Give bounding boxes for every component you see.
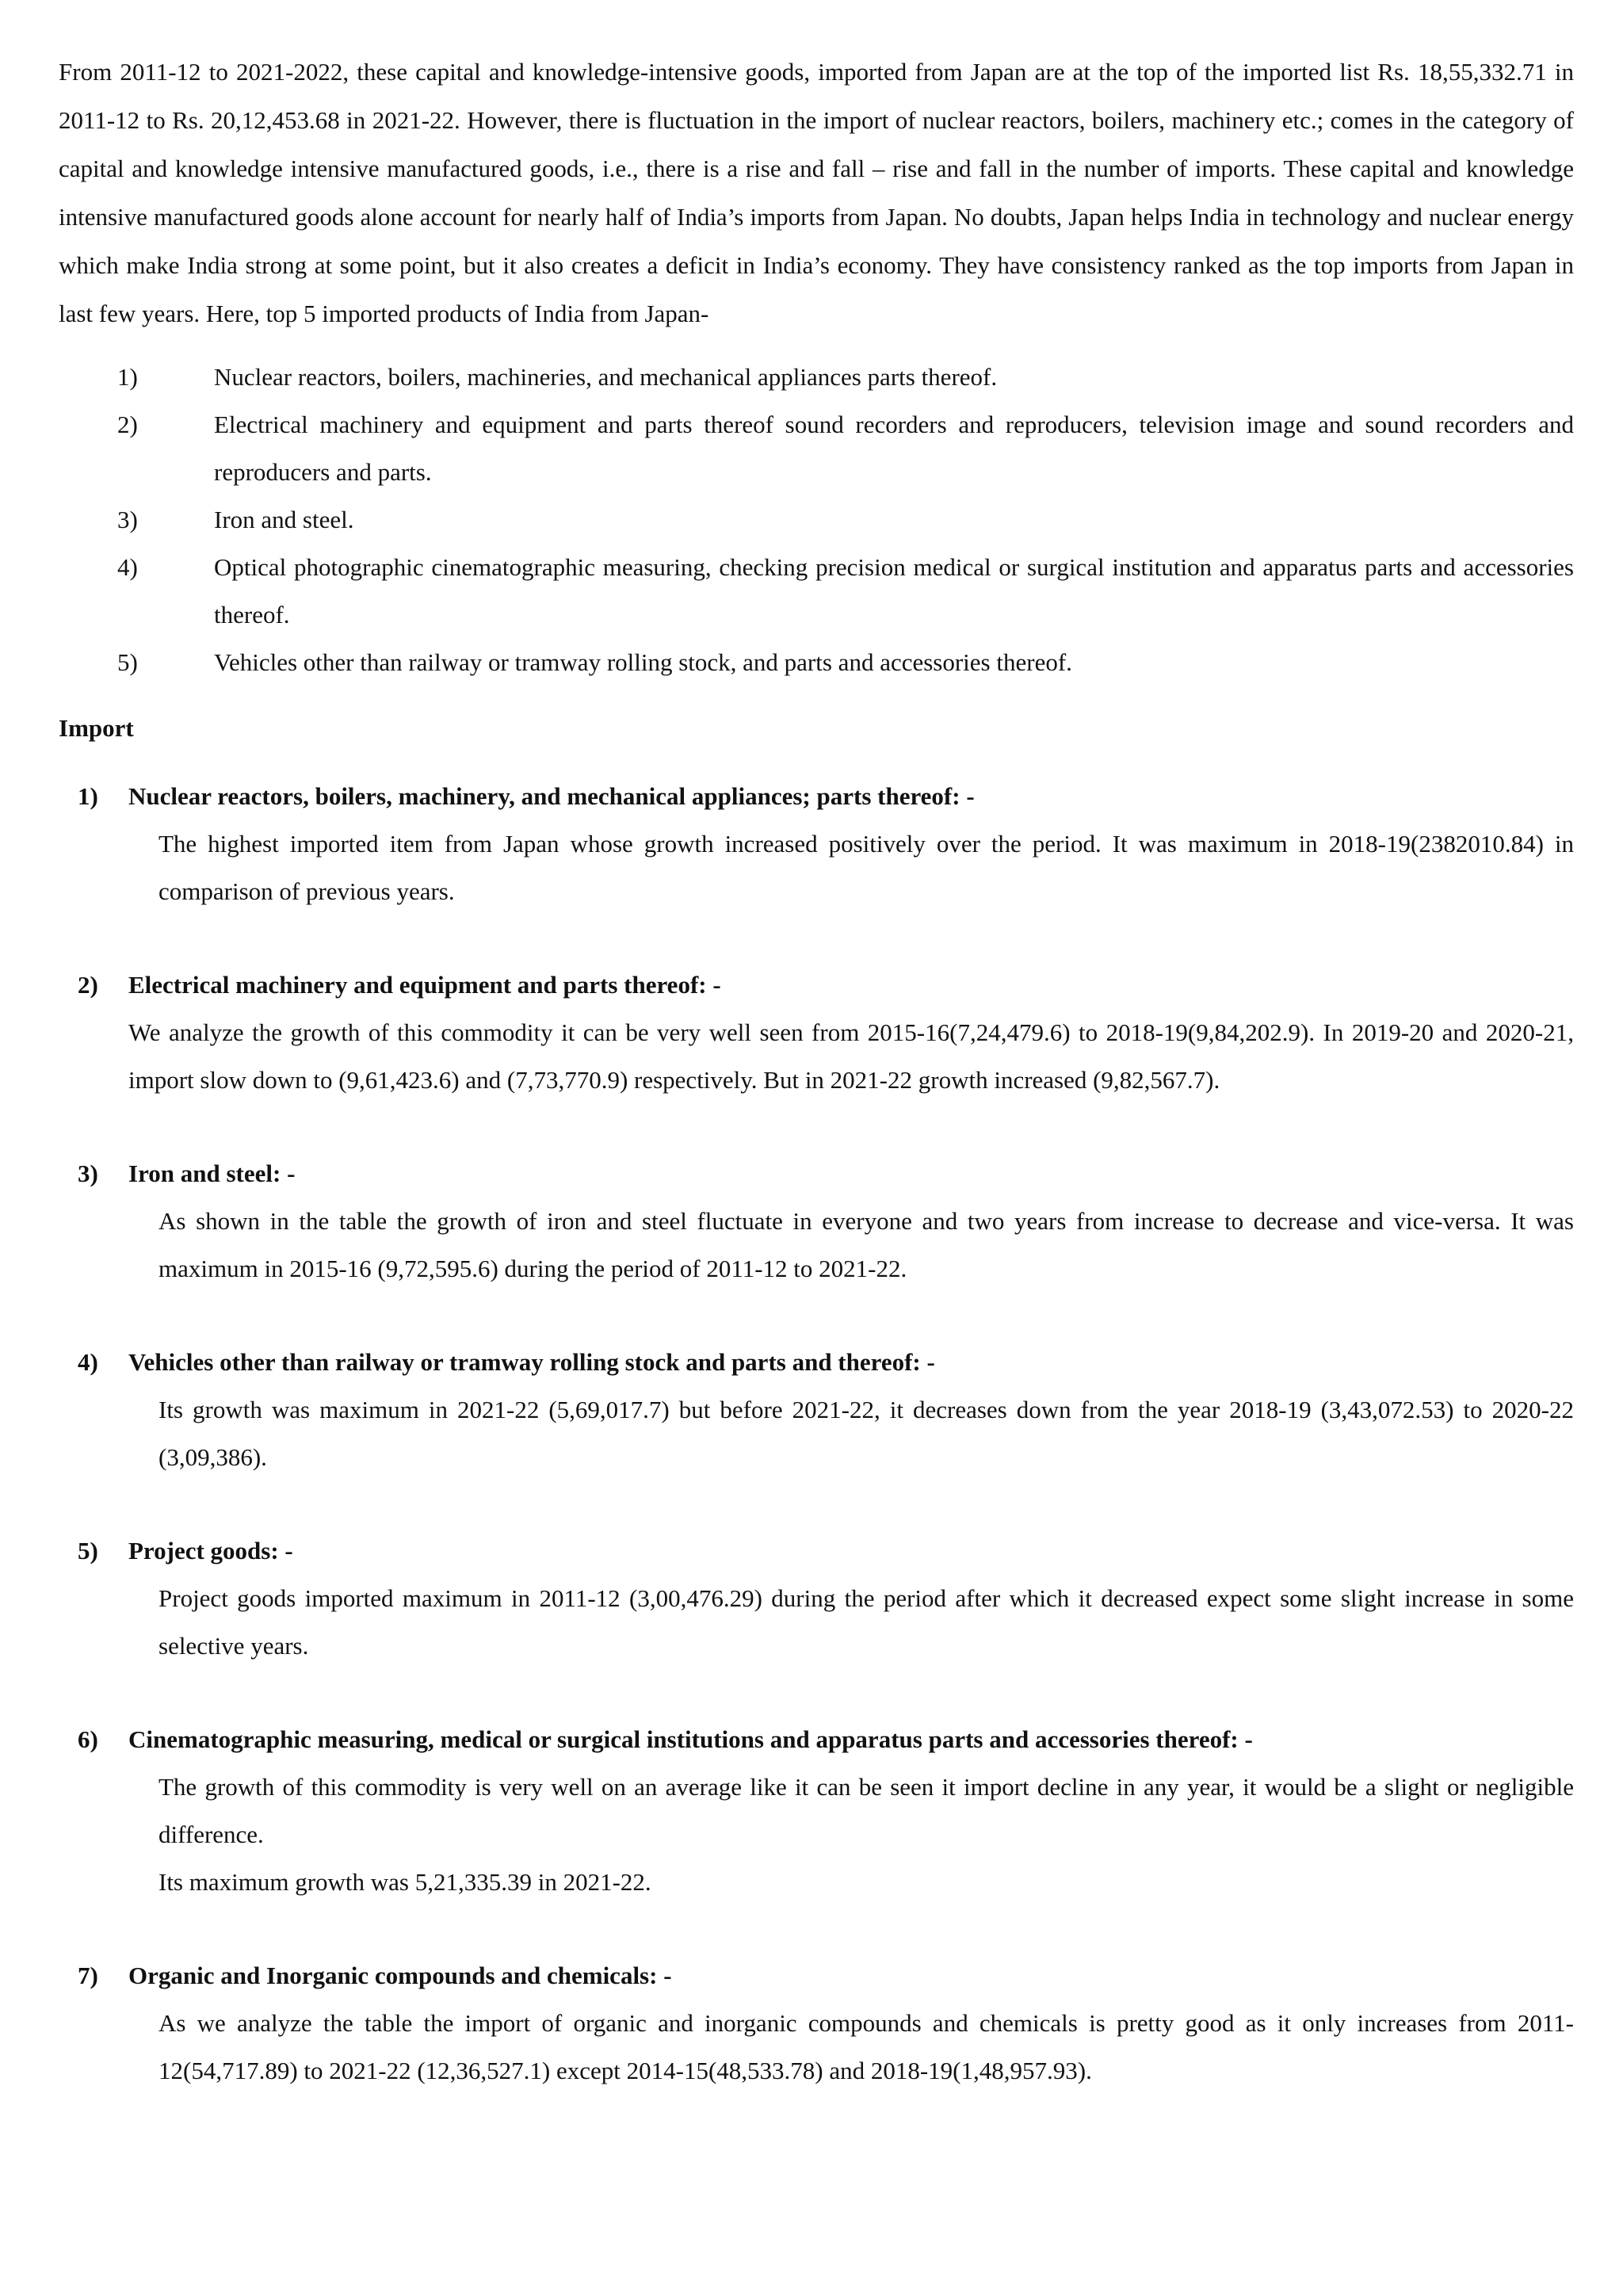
list-item: [59, 544, 1574, 639]
import-number: 6): [78, 1725, 98, 1753]
list-text: Nuclear reactors, boilers, machineries, and mechanical appliances parts thereof.: [214, 363, 998, 391]
import-number: 2): [78, 971, 98, 999]
import-heading: [59, 1339, 1574, 1386]
import-number: 7): [78, 1962, 98, 1989]
list-number: 2): [117, 411, 138, 438]
import-description-extra: Its maximum growth was 5,21,335.39 in 2021-22.: [158, 1868, 651, 1896]
import-description: The highest imported item from Japan whose growth increased positively over the period. It was maximum in 2018-19(2382010.84) in comparison of previous years.: [158, 830, 1574, 905]
list-text: Vehicles other than railway or tramway rolling stock, and parts and accessories thereof.: [214, 648, 1072, 676]
import-title: Organic and Inorganic compounds and chemicals: -: [128, 1962, 672, 1989]
list-number: 4): [117, 553, 138, 581]
section-heading-import: Import: [59, 714, 134, 742]
import-item: [59, 1339, 1574, 1481]
import-description: We analyze the growth of this commodity it can be very well seen from 2015-16(7,24,479.6) to 2018-19(9,84,202.9). In 2019-20 and 2020-21, import slow down to (9,61,423.6) and (7,73,770.9) respectively. But in 2021-22 growth increased (9,82,567.7).: [128, 1018, 1574, 1094]
import-heading: [59, 1952, 1574, 2000]
import-item: [59, 961, 1574, 1104]
list-item: [59, 353, 1574, 401]
import-item: [59, 1527, 1574, 1670]
document-page: [59, 48, 1574, 2141]
import-item: [59, 773, 1574, 915]
list-text: Iron and steel.: [214, 506, 354, 533]
list-text: Optical photographic cinematographic measuring, checking precision medical or surgical institution and apparatus parts and accessories thereof.: [214, 553, 1574, 628]
import-title: Iron and steel: -: [128, 1159, 296, 1187]
import-description: As we analyze the table the import of organic and inorganic compounds and chemicals is pretty good as it only increases from 2011-12(54,717.89) to 2021-22 (12,36,527.1) except 2014-15(48,533.78) and 2018-19(1,48,957.93).: [158, 2009, 1574, 2084]
import-heading: [59, 1527, 1574, 1575]
import-number: 3): [78, 1159, 98, 1187]
import-title: Project goods: -: [128, 1537, 293, 1564]
list-item: [59, 401, 1574, 496]
import-description: The growth of this commodity is very well on an average like it can be seen it import decline in any year, it would be a slight or negligible difference.: [158, 1773, 1574, 1848]
list-number: 5): [117, 648, 138, 676]
import-description: Its growth was maximum in 2021-22 (5,69,017.7) but before 2021-22, it decreases down from the year 2018-19 (3,43,072.53) to 2020-22 (3,09,386).: [158, 1396, 1574, 1471]
intro-paragraph: From 2011-12 to 2021-2022, these capital and knowledge-intensive goods, imported from Japan are at the top of the imported list Rs. 18,55,332.71 in 2011-12 to Rs. 20,12,453.68 in 2021-22. However, there is fluctuation in the import of nuclear reactors, boilers, machinery etc.; comes in the category of capital and knowledge intensive manufactured goods, i.e., there is a rise and fall – rise and fall in the number of imports. These capital and knowledge intensive manufactured goods alone account for nearly half of India’s imports from Japan. No doubts, Japan helps India in technology and nuclear energy which make India strong at some point, but it also creates a deficit in India’s economy. They have consistency ranked as the top imports from Japan in last few years. Here, top 5 imported products of India from Japan-: [59, 58, 1574, 327]
list-item: [59, 496, 1574, 544]
import-heading: [59, 1150, 1574, 1198]
top-products-list: [59, 353, 1574, 686]
list-number: 1): [117, 363, 138, 391]
import-item: [59, 1716, 1574, 1906]
import-title: Nuclear reactors, boilers, machinery, and mechanical appliances; parts thereof: -: [128, 782, 975, 810]
import-number: 1): [78, 782, 98, 810]
import-description: As shown in the table the growth of iron and steel fluctuate in everyone and two years from increase to decrease and vice-versa. It was maximum in 2015-16 (9,72,595.6) during the period of 2011-12 to 2021-22.: [158, 1207, 1574, 1282]
import-heading: [59, 961, 1574, 1009]
import-number: 4): [78, 1348, 98, 1376]
import-commodities-list: [59, 773, 1574, 2095]
import-item: [59, 1952, 1574, 2095]
import-title: Electrical machinery and equipment and parts thereof: -: [128, 971, 721, 999]
import-heading: [59, 1716, 1574, 1763]
list-text: Electrical machinery and equipment and parts thereof sound recorders and reproducers, television image and sound recorders and reproducers and parts.: [214, 411, 1574, 486]
import-item: [59, 1150, 1574, 1293]
import-title: Vehicles other than railway or tramway rolling stock and parts and thereof: -: [128, 1348, 935, 1376]
import-description: Project goods imported maximum in 2011-12 (3,00,476.29) during the period after which it decreased expect some slight increase in some selective years.: [158, 1584, 1574, 1660]
import-heading: [59, 773, 1574, 820]
import-number: 5): [78, 1537, 98, 1564]
list-number: 3): [117, 506, 138, 533]
import-title: Cinematographic measuring, medical or surgical institutions and apparatus parts and accessories thereof: -: [128, 1725, 1253, 1753]
list-item: [59, 639, 1574, 686]
